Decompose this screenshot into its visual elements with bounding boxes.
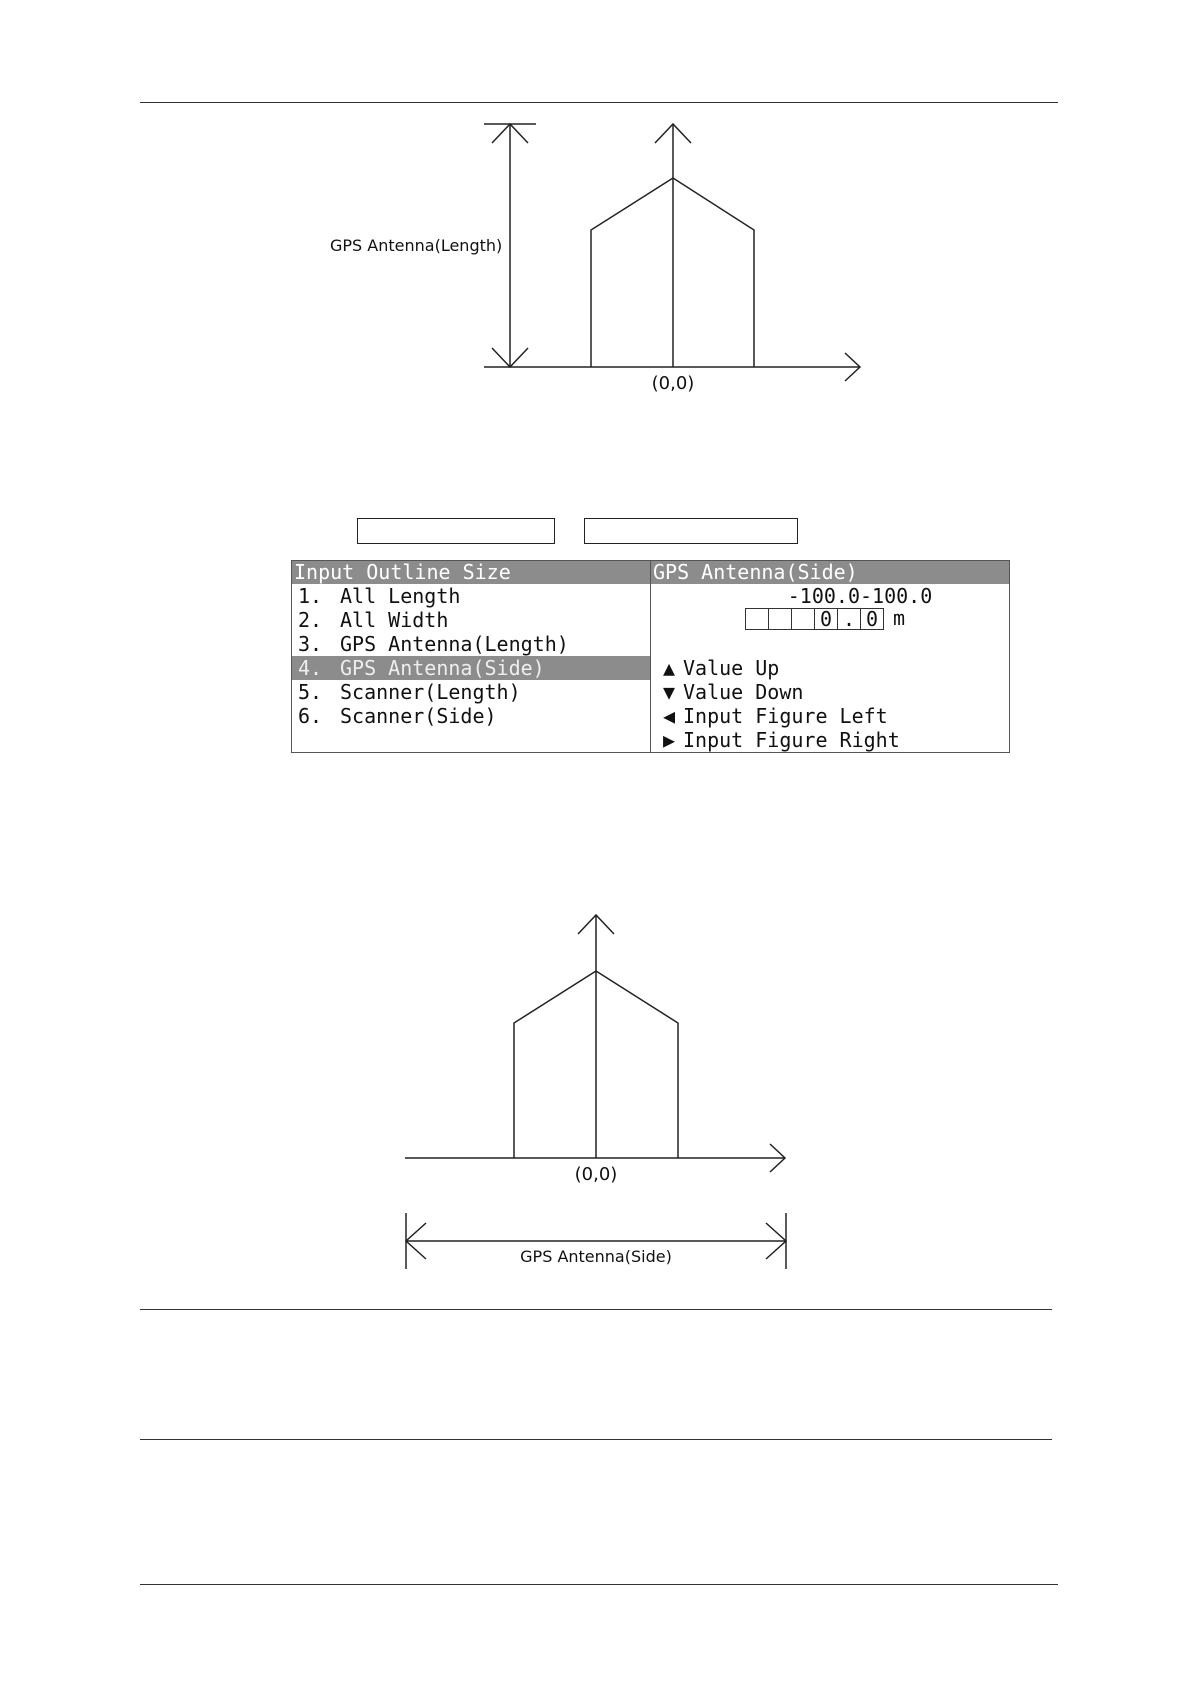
menu-item-gps-antenna-length[interactable]: 3. GPS Antenna(Length): [298, 632, 569, 656]
section-rule-2: [140, 1439, 1052, 1440]
digit-2[interactable]: [768, 608, 792, 630]
digit-1[interactable]: [745, 608, 769, 630]
help-figure-right: ▶ Input Figure Right: [663, 728, 900, 752]
length-dimension-label: GPS Antenna(Length): [330, 236, 503, 255]
right-triangle-icon: ▶: [663, 728, 676, 752]
footer-rule: [140, 1584, 1058, 1585]
up-triangle-icon: ▲: [663, 656, 676, 680]
blank-label-box-left: [357, 518, 555, 544]
unit-label: m: [893, 606, 906, 630]
menu-title: Input Outline Size: [292, 561, 650, 584]
side-dimension-label: GPS Antenna(Side): [520, 1247, 672, 1266]
section-rule-1: [140, 1309, 1052, 1310]
outline-size-menu: [291, 560, 1010, 753]
gps-antenna-length-diagram: [300, 115, 880, 405]
decimal-point: .: [837, 608, 861, 630]
input-title: GPS Antenna(Side): [651, 561, 1009, 584]
origin-label: (0,0): [574, 1164, 618, 1185]
digit-5[interactable]: 0: [860, 608, 884, 630]
menu-item-scanner-side[interactable]: 6. Scanner(Side): [298, 704, 497, 728]
digit-3[interactable]: [791, 608, 815, 630]
menu-item-scanner-length[interactable]: 5. Scanner(Length): [298, 680, 521, 704]
value-range: -100.0-100.0: [787, 584, 933, 608]
menu-item-gps-antenna-side[interactable]: 4. GPS Antenna(Side): [292, 656, 650, 680]
digit-4[interactable]: 0: [814, 608, 838, 630]
menu-left-pane: [292, 561, 651, 752]
help-value-down: ▼ Value Down: [663, 680, 804, 704]
value-input[interactable]: [745, 608, 1009, 632]
gps-antenna-side-diagram: [390, 905, 810, 1285]
down-triangle-icon: ▼: [663, 680, 676, 704]
left-triangle-icon: ◀: [663, 704, 676, 728]
header-rule: [140, 102, 1058, 103]
menu-right-pane: [651, 561, 1009, 752]
help-value-up: ▲ Value Up: [663, 656, 780, 680]
origin-label: (0,0): [651, 373, 695, 394]
menu-item-all-width[interactable]: 2. All Width: [298, 608, 449, 632]
blank-label-box-right: [584, 518, 798, 544]
menu-item-all-length[interactable]: 1. All Length: [298, 584, 461, 608]
help-figure-left: ◀ Input Figure Left: [663, 704, 888, 728]
